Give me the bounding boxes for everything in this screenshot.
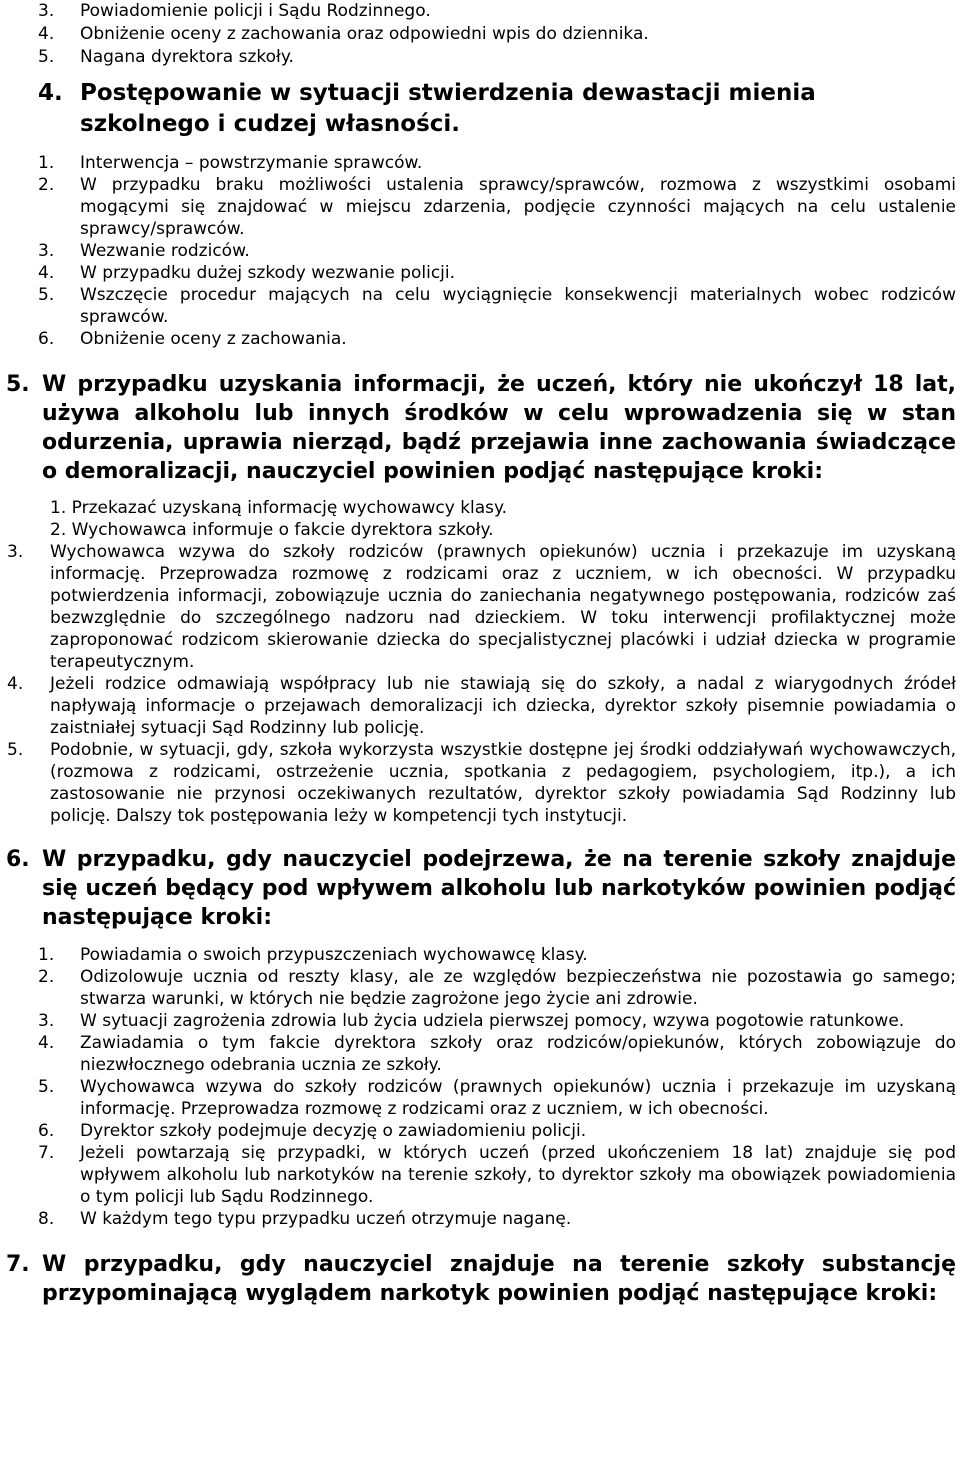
- item-number: 3.: [38, 1, 55, 21]
- item-text: Jeżeli powtarzają się przypadki, w których uczeń (przed ukończeniem 18 lat) znajduje się pod wpływem alkoholu lub narkotyków na terenie szkoły, to dyrektor szkoły ma obowiązek powiadomienia o tym policji lub Sądu Rodzinnego.: [80, 1143, 956, 1207]
- list-item: [38, 152, 956, 174]
- list-item: [38, 1142, 956, 1208]
- list-item: [38, 1076, 956, 1120]
- item-text: Podobnie, w sytuacji, gdy, szkoła wykorzysta wszystkie dostępne jej środki oddziaływań wychowawczych, (rozmowa z rodzicami, ostrzeżenie ucznia, spotkania z pedagogiem, psychologiem, itp.), a ich zastosowanie nie przynosi oczekiwanych rezultatów, dyrektor szkoły powiadamia Sąd Rodzinny lub policję. Dalszy tok postępowania leży w kompetencji tych instytucji.: [50, 740, 956, 826]
- item-number: 2.: [50, 520, 67, 540]
- item-number: 4.: [7, 674, 24, 694]
- list-item: [7, 673, 956, 739]
- item-number: 5.: [38, 47, 55, 67]
- item-number: 2.: [38, 967, 55, 987]
- item-number: 5.: [38, 1077, 55, 1097]
- section-4-list: [38, 152, 956, 350]
- section-number: 5.: [6, 372, 30, 397]
- list-item: [38, 1010, 956, 1032]
- list-item: [38, 1032, 956, 1076]
- list-item: [7, 519, 956, 541]
- item-text: Obniżenie oceny z zachowania.: [80, 329, 347, 349]
- item-text: Wezwanie rodziców.: [80, 241, 250, 261]
- item-number: 6.: [38, 329, 55, 349]
- list-item: [7, 541, 956, 673]
- list-item: [38, 240, 956, 262]
- item-number: 6.: [38, 1121, 55, 1141]
- item-text: Wychowawca wzywa do szkoły rodziców (prawnych opiekunów) ucznia i przekazuje im uzyskaną informację. Przeprowadza rozmowę z rodzicami oraz z uczniem, w ich obecności. W przypadku potwierdzenia informacji, zobowiązuje ucznia do zaniechania negatywnego postępowania, rodziców zaś bezwzględnie do szczególnego nadzoru nad dzieckiem. W toku interwencji profilaktycznej może zaproponować rodzicom skierowanie dziecka do specjalistycznej placówki i udział dziecka w programie terapeutycznym.: [50, 542, 956, 672]
- item-text: W przypadku dużej szkody wezwanie policji.: [80, 263, 456, 283]
- section-title: W przypadku, gdy nauczyciel podejrzewa, że na terenie szkoły znajduje się uczeń będący pod wpływem alkoholu lub narkotyków powinien podjąć następujące kroki:: [42, 847, 956, 930]
- item-number: 2.: [38, 175, 55, 195]
- section-7-heading: [6, 1250, 956, 1308]
- list-item: [38, 174, 956, 240]
- item-text: Wychowawca informuje o fakcie dyrektora szkoły.: [71, 520, 494, 540]
- list-item: [38, 1208, 956, 1230]
- item-text: W sytuacji zagrożenia zdrowia lub życia udziela pierwszej pomocy, wzywa pogotowie ratunkowe.: [80, 1011, 905, 1031]
- section-number: 7.: [6, 1252, 30, 1277]
- item-text: Obniżenie oceny z zachowania oraz odpowiedni wpis do dziennika.: [80, 24, 649, 44]
- item-text: Wszczęcie procedur mających na celu wyciągnięcie konsekwencji materialnych wobec rodziców sprawców.: [80, 285, 956, 327]
- item-text: Jeżeli rodzice odmawiają współpracy lub nie stawiają się do szkoły, a nadal z wiarygodnych źródeł napływają informacje o przejawach demoralizacji ich dziecka, dyrektor szkoły pisemnie powiadamia o zaistniałej sytuacji Sąd Rodzinny lub policję.: [50, 674, 956, 738]
- list-item: [7, 497, 956, 519]
- section-6-heading: [6, 845, 956, 932]
- item-text: Dyrektor szkoły podejmuje decyzję o zawiadomieniu policji.: [80, 1121, 587, 1141]
- list-item: [38, 328, 956, 350]
- list-item: [38, 46, 922, 69]
- item-text: W przypadku braku możliwości ustalenia sprawcy/sprawców, rozmowa z wszystkimi osobami mogącymi się znajdować w miejscu zdarzenia, podjęcie czynności mających na celu ustalenie sprawcy/sprawców.: [80, 175, 956, 239]
- item-text: Powiadomienie policji i Sądu Rodzinnego.: [80, 1, 431, 21]
- list-item: [38, 1120, 956, 1142]
- item-number: 3.: [38, 1011, 55, 1031]
- section-5-list: [7, 497, 956, 827]
- section-4-heading: [38, 78, 930, 140]
- list-item: [38, 0, 922, 23]
- section-number: 4.: [38, 80, 63, 106]
- item-number: 3.: [38, 241, 55, 261]
- item-number: 1.: [50, 498, 67, 518]
- item-number: 4.: [38, 263, 55, 283]
- list-item: [38, 966, 956, 1010]
- item-text: Odizolowuje ucznia od reszty klasy, ale ze względów bezpieczeństwa nie pozostawia go samego; stwarza warunki, w których nie będzie zagrożone jego życie ani zdrowie.: [80, 967, 956, 1009]
- item-text: Zawiadamia o tym fakcie dyrektora szkoły oraz rodziców/opiekunów, których zobowiązuje do niezwłocznego odebrania ucznia ze szkoły.: [80, 1033, 956, 1075]
- item-text: Powiadamia o swoich przypuszczeniach wychowawcę klasy.: [80, 945, 588, 965]
- section-title: Postępowanie w sytuacji stwierdzenia dewastacji mienia szkolnego i cudzej własności.: [80, 80, 816, 137]
- item-number: 3.: [7, 542, 24, 562]
- list-item: [38, 284, 956, 328]
- item-text: Przekazać uzyskaną informację wychowawcy klasy.: [71, 498, 508, 518]
- section-5-heading: [6, 370, 956, 486]
- list-item: [38, 23, 922, 46]
- item-number: 4.: [38, 24, 55, 44]
- section-title: W przypadku, gdy nauczyciel znajduje na terenie szkoły substancję przypominającą wyglądem narkotyk powinien podjąć następujące kroki:: [42, 1252, 956, 1306]
- item-number: 7.: [38, 1143, 55, 1163]
- item-text: Interwencja – powstrzymanie sprawców.: [80, 153, 423, 173]
- item-text: W każdym tego typu przypadku uczeń otrzymuje naganę.: [80, 1209, 572, 1229]
- item-number: 4.: [38, 1033, 55, 1053]
- item-number: 5.: [7, 740, 24, 760]
- item-text: Nagana dyrektora szkoły.: [80, 47, 294, 67]
- list-item: [38, 944, 956, 966]
- section-title: W przypadku uzyskania informacji, że uczeń, który nie ukończył 18 lat, używa alkoholu lub innych środków w celu wprowadzenia się w stan odurzenia, uprawia nierząd, bądź przejawia inne zachowania świadczące o demoralizacji, nauczyciel powinien podjąć następujące kroki:: [42, 372, 956, 484]
- intro-list: [0, 0, 960, 69]
- item-number: 5.: [38, 285, 55, 305]
- item-number: 1.: [38, 153, 55, 173]
- item-text: Wychowawca wzywa do szkoły rodziców (prawnych opiekunów) ucznia i przekazuje im uzyskaną informację. Przeprowadza rozmowę z rodzicami oraz z uczniem, w ich obecności.: [80, 1077, 956, 1119]
- list-item: [7, 739, 956, 827]
- section-number: 6.: [6, 847, 30, 872]
- item-number: 1.: [38, 945, 55, 965]
- section-6-list: [38, 944, 956, 1230]
- list-item: [38, 262, 956, 284]
- item-number: 8.: [38, 1209, 55, 1229]
